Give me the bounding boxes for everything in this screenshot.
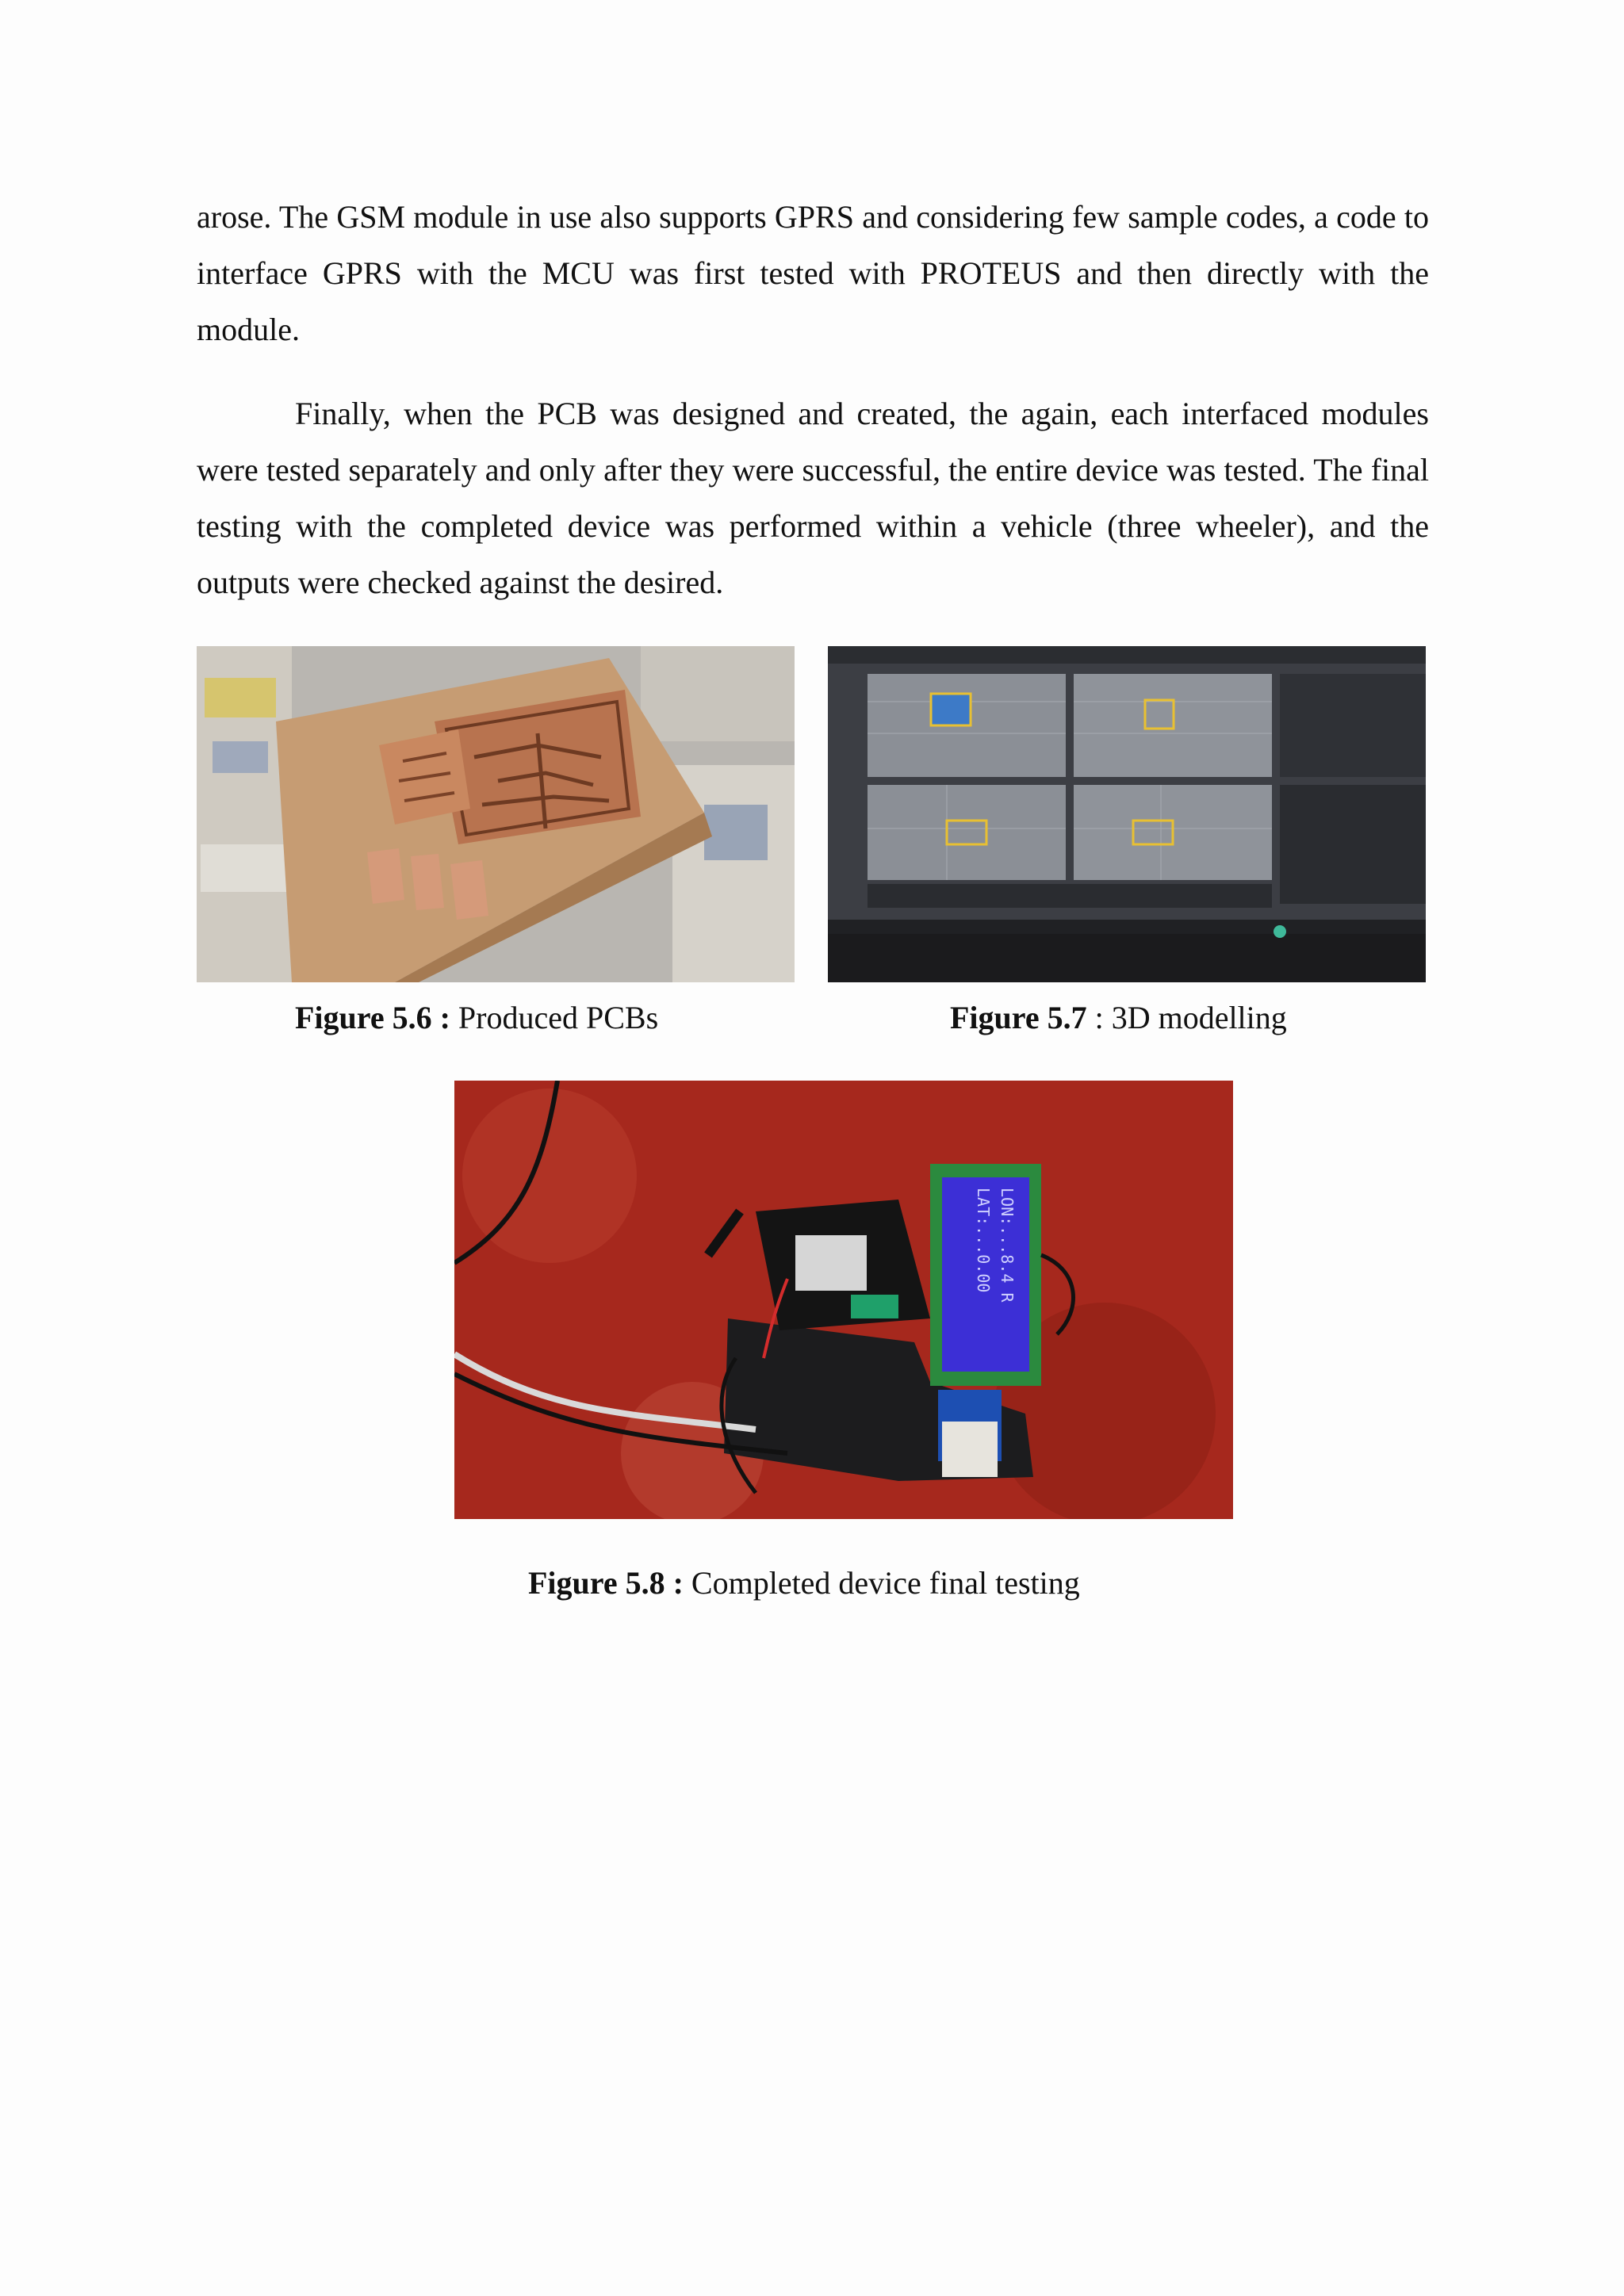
figure-5-8-image xyxy=(454,1081,1233,1519)
figure-5-7-caption xyxy=(950,999,1287,1037)
figure-5-8-text: Completed device final testing xyxy=(683,1565,1080,1601)
figure-5-6-label: Figure 5.6 : xyxy=(295,1000,450,1035)
figure-5-7-text: : 3D modelling xyxy=(1086,1000,1287,1035)
figure-5-8-label: Figure 5.8 : xyxy=(528,1565,684,1601)
figure-5-6-text: Produced PCBs xyxy=(450,1000,659,1035)
figure-5-8-caption xyxy=(528,1564,1080,1602)
figure-5-6-caption xyxy=(295,999,658,1037)
lcd-line-1: LAT:...0.00 xyxy=(974,1188,993,1293)
figure-5-7-image xyxy=(828,646,1426,982)
body-paragraph-2: Finally, when the PCB was designed and created, the again, each interfaced modules were tested separately and only after they were successful, the entire device was tested. The final testing with the completed device was performed within a vehicle (three wheeler), and the outputs were checked against the desired. xyxy=(197,396,1429,600)
lcd-line-2: LON:...8.4 R xyxy=(998,1188,1017,1303)
figure-5-6-image xyxy=(197,646,795,982)
figure-5-7-label: Figure 5.7 xyxy=(950,1000,1087,1035)
body-paragraph-1: arose. The GSM module in use also supports GPRS and considering few sample codes, a code to interface GPRS with the MCU was first tested with PROTEUS and then directly with the module. xyxy=(197,199,1429,347)
